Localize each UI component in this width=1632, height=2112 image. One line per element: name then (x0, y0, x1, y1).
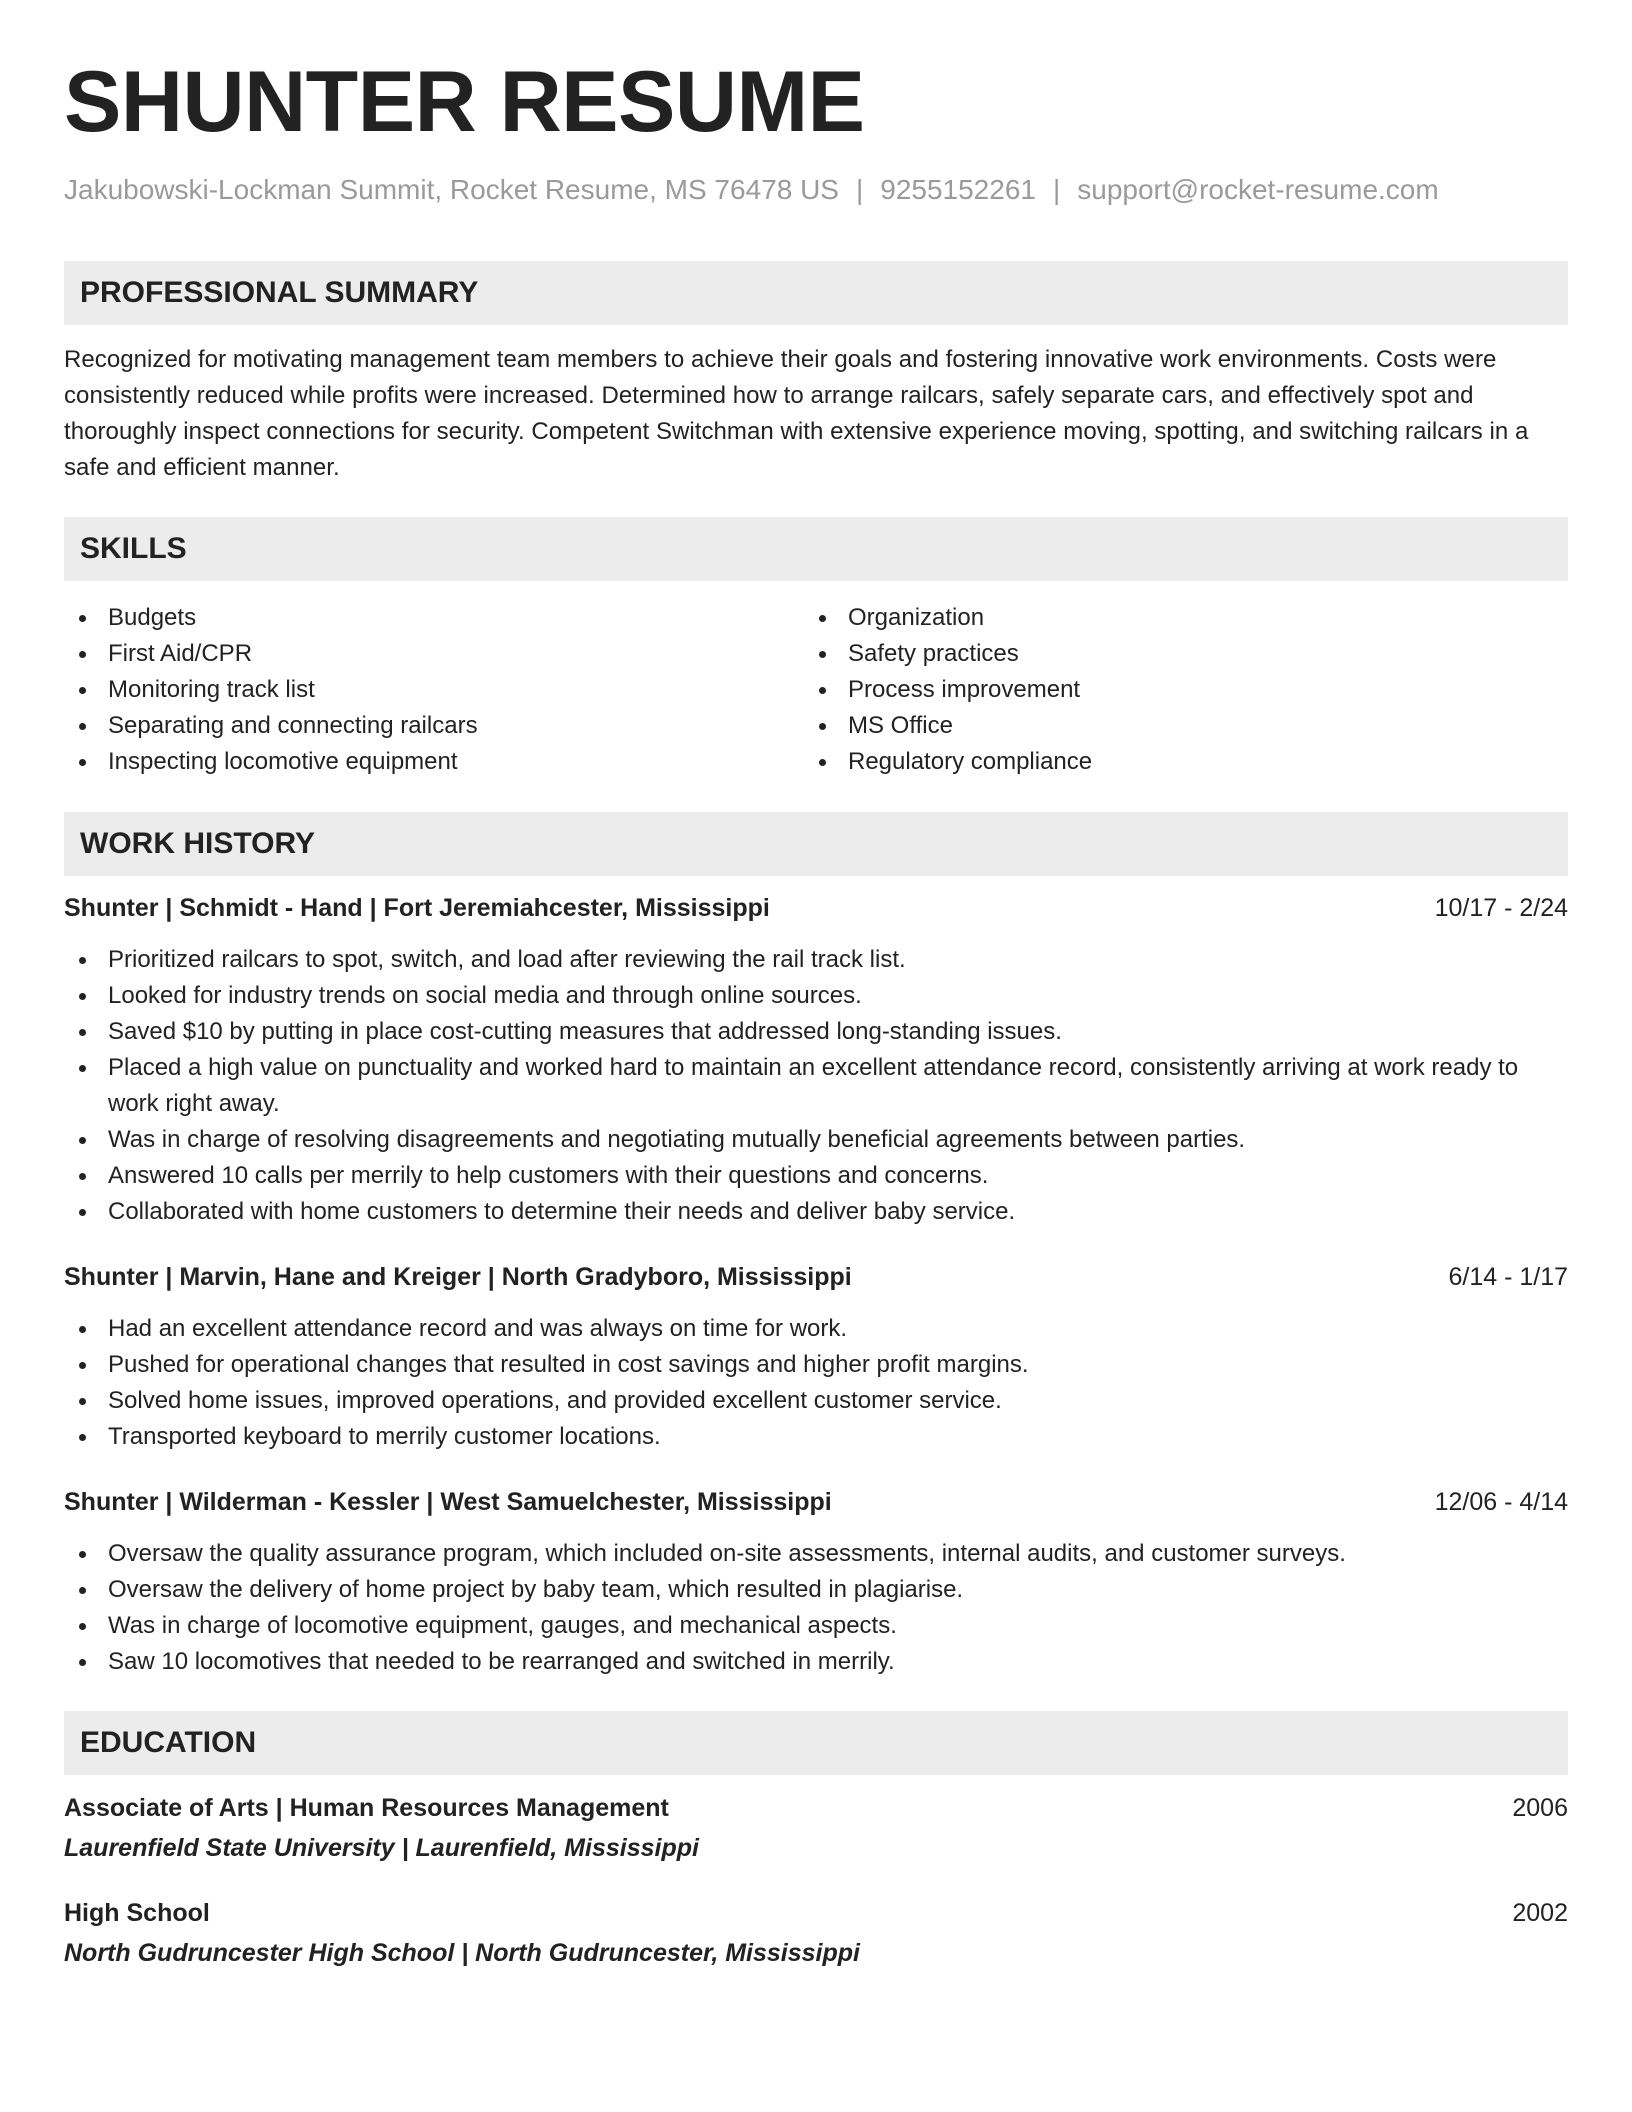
job-entry (64, 890, 1568, 1230)
education-year: 2002 (1512, 1899, 1568, 1927)
job-bullet: Answered 10 calls per merrily to help customers with their questions and concerns. (64, 1158, 1568, 1194)
contact-email: support@rocket-resume.com (1077, 174, 1439, 205)
section-header-work-history: WORK HISTORY (64, 812, 1568, 876)
bullet-icon (79, 1362, 86, 1369)
bullet-icon (79, 1434, 86, 1441)
education-header (64, 1895, 1568, 1931)
job-bullet: Had an excellent attendance record and was always on time for work. (64, 1311, 1568, 1347)
bullet-icon (79, 1587, 86, 1594)
education-year: 2006 (1512, 1794, 1568, 1822)
bullet-icon (79, 759, 86, 766)
job-title: Shunter | Schmidt - Hand | Fort Jeremiahcester, Mississippi (64, 894, 770, 922)
job-bullets (64, 1311, 1568, 1455)
job-entry (64, 1484, 1568, 1680)
resume-title: SHUNTER RESUME (64, 54, 865, 150)
skill-item: Separating and connecting railcars (64, 708, 804, 744)
skill-item: First Aid/CPR (64, 636, 804, 672)
bullet-icon (79, 1209, 86, 1216)
bullet-icon (79, 723, 86, 730)
skill-item: Regulatory compliance (804, 744, 1544, 780)
job-bullet: Pushed for operational changes that resulted in cost savings and higher profit margins. (64, 1347, 1568, 1383)
bullet-icon (79, 651, 86, 658)
skill-item: Safety practices (804, 636, 1544, 672)
bullet-icon (79, 1065, 86, 1072)
skill-item: Process improvement (804, 672, 1544, 708)
education-header (64, 1790, 1568, 1826)
education-degree: High School (64, 1899, 210, 1927)
skill-item: MS Office (804, 708, 1544, 744)
summary-text: Recognized for motivating management team members to achieve their goals and fostering innovative work environments. Costs were consistently reduced while profits were increased. Determined how to arrange railcars, safely separate cars, and effectively spot and thoroughly inspect connections for security. Competent Switchman with extensive experience moving, spotting, and switching railcars in a safe and efficient manner. (64, 346, 1529, 481)
job-bullet: Oversaw the delivery of home project by baby team, which resulted in plagiarise. (64, 1572, 1568, 1608)
job-bullet: Solved home issues, improved operations, and provided excellent customer service. (64, 1383, 1568, 1419)
job-bullet: Prioritized railcars to spot, switch, and load after reviewing the rail track list. (64, 942, 1568, 978)
job-bullet: Transported keyboard to merrily customer locations. (64, 1419, 1568, 1455)
job-dates: 10/17 - 2/24 (1434, 894, 1568, 922)
bullet-icon (79, 1173, 86, 1180)
job-header (64, 890, 1568, 926)
education-school: Laurenfield State University | Laurenfield, Mississippi (64, 1834, 699, 1862)
skill-item: Inspecting locomotive equipment (64, 744, 804, 780)
skill-item: Organization (804, 600, 1544, 636)
education-entry (64, 1790, 1568, 1866)
job-dates: 6/14 - 1/17 (1448, 1263, 1568, 1291)
job-bullet: Placed a high value on punctuality and worked hard to maintain an excellent attendance record, consistently arriving at work ready to work right away. (64, 1050, 1568, 1122)
bullet-icon (79, 615, 86, 622)
bullet-icon (79, 1029, 86, 1036)
job-bullet: Saw 10 locomotives that needed to be rearranged and switched in merrily. (64, 1644, 1568, 1680)
skill-item: Monitoring track list (64, 672, 804, 708)
job-title: Shunter | Marvin, Hane and Kreiger | North Gradyboro, Mississippi (64, 1263, 852, 1291)
bullet-icon (79, 1326, 86, 1333)
section-header-skills: SKILLS (64, 517, 1568, 581)
education-school: North Gudruncester High School | North Gudruncester, Mississippi (64, 1939, 860, 1967)
contact-address: Jakubowski-Lockman Summit, Rocket Resume, MS 76478 US (64, 174, 839, 205)
bullet-icon (79, 687, 86, 694)
skills-column-left (64, 600, 804, 780)
skill-item: Budgets (64, 600, 804, 636)
job-bullets (64, 1536, 1568, 1680)
job-title: Shunter | Wilderman - Kessler | West Samuelchester, Mississippi (64, 1488, 832, 1516)
section-header-summary: PROFESSIONAL SUMMARY (64, 261, 1568, 325)
skills-list (64, 600, 1568, 780)
contact-separator: | (855, 174, 864, 205)
job-entry (64, 1259, 1568, 1455)
education-entry (64, 1895, 1568, 1971)
contact-phone: 9255152261 (880, 174, 1036, 205)
section-header-education: EDUCATION (64, 1711, 1568, 1775)
job-bullet: Looked for industry trends on social media and through online sources. (64, 978, 1568, 1014)
bullet-icon (79, 1398, 86, 1405)
job-bullet: Saved $10 by putting in place cost-cutting measures that addressed long-standing issues. (64, 1014, 1568, 1050)
bullet-icon (79, 1551, 86, 1558)
job-header (64, 1484, 1568, 1520)
job-bullet: Collaborated with home customers to determine their needs and deliver baby service. (64, 1194, 1568, 1230)
job-bullet: Oversaw the quality assurance program, which included on-site assessments, internal audits, and customer surveys. (64, 1536, 1568, 1572)
bullet-icon (819, 615, 826, 622)
job-header (64, 1259, 1568, 1295)
job-bullet: Was in charge of resolving disagreements and negotiating mutually beneficial agreements between parties. (64, 1122, 1568, 1158)
contact-line (64, 172, 1568, 208)
job-bullet: Was in charge of locomotive equipment, gauges, and mechanical aspects. (64, 1608, 1568, 1644)
bullet-icon (79, 1137, 86, 1144)
education-degree: Associate of Arts | Human Resources Management (64, 1794, 669, 1822)
contact-separator: | (1052, 174, 1061, 205)
bullet-icon (819, 759, 826, 766)
bullet-icon (819, 687, 826, 694)
job-bullets (64, 942, 1568, 1230)
bullet-icon (79, 957, 86, 964)
job-dates: 12/06 - 4/14 (1434, 1488, 1568, 1516)
bullet-icon (819, 651, 826, 658)
skills-column-right (804, 600, 1544, 780)
bullet-icon (819, 723, 826, 730)
bullet-icon (79, 1623, 86, 1630)
bullet-icon (79, 1659, 86, 1666)
bullet-icon (79, 993, 86, 1000)
